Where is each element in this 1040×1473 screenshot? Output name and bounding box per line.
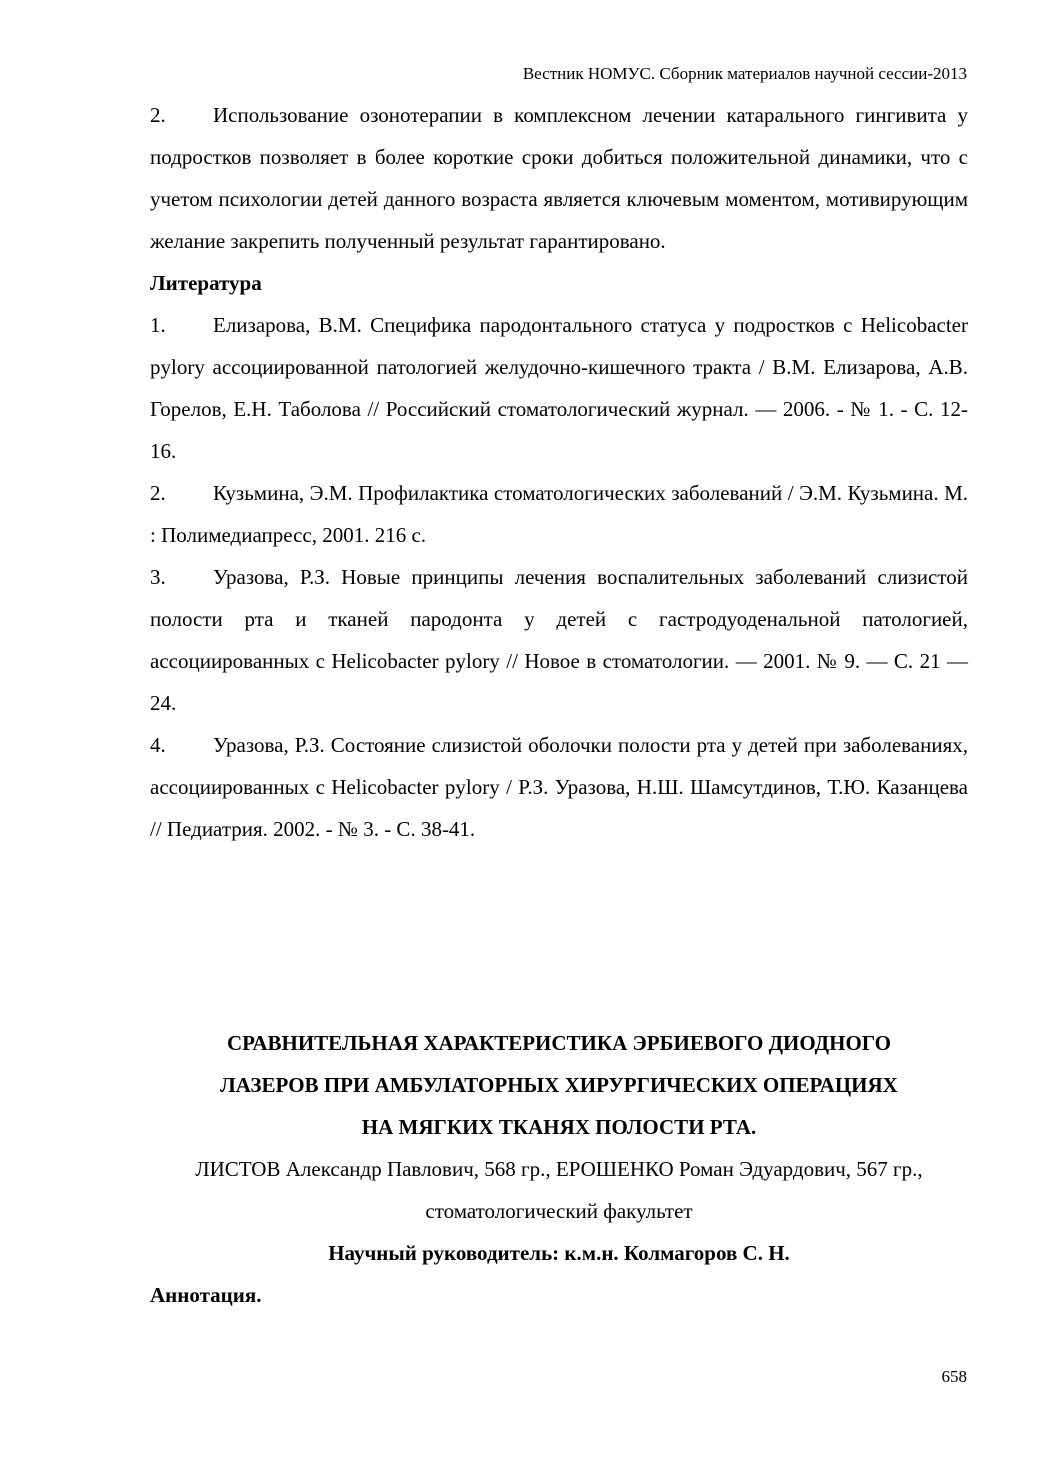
article-title-line: НА МЯГКИХ ТКАНЯХ ПОЛОСТИ РТА.: [361, 1115, 757, 1139]
reference-number: 2.: [150, 481, 166, 505]
conclusion-paragraph: [150, 94, 968, 262]
reference-number: 4.: [150, 733, 166, 757]
reference-text: Уразова, Р.З. Состояние слизистой оболочки полости рта у детей при заболеваниях, ассоциированных с Helicobacter pylory / Р.З. Уразова, Н.Ш. Шамсутдинов, Т.Ю. Казанцева // Педиатрия. 2002. - № 3. - С. 38-41.: [150, 733, 968, 841]
reference-text: Елизарова, В.М. Специфика пародонтального статуса у подростков с Helicobacter pylory ассоциированной патологией желудочно-кишечного тракта / В.М. Елизарова, А.В. Горелов, Е.Н. Таболова // Российский стоматологический журнал. — 2006. - № 1. - С. 12- 16.: [150, 313, 968, 463]
reference-number: 3.: [150, 565, 166, 589]
page-number: 658: [941, 1367, 967, 1386]
conclusion-number: 2.: [150, 103, 166, 127]
article-title-line: ЛАЗЕРОВ ПРИ АМБУЛАТОРНЫХ ХИРУРГИЧЕСКИХ ОПЕРАЦИЯХ: [220, 1073, 898, 1097]
reference-item: [150, 472, 968, 556]
article-authors: ЛИСТОВ Александр Павлович, 568 гр., ЕРОШЕНКО Роман Эдуардович, 567 гр., стоматологический факультет: [195, 1157, 923, 1223]
reference-text: Кузьмина, Э.М. Профилактика стоматологических заболеваний / Э.М. Кузьмина. М. : Полимедиапресс, 2001. 216 с.: [150, 481, 968, 547]
body-text: [150, 94, 968, 850]
reference-text: Уразова, Р.З. Новые принципы лечения воспалительных заболеваний слизистой полости рта и тканей пародонта у детей с гастродуоденальной патологией, ассоциированных с Helicobacter pylory // Новое в стоматологии. — 2001. № 9. — С. 21 — 24.: [150, 565, 968, 715]
running-header: Вестник НОМУС. Сборник материалов научной сессии-2013: [522, 64, 967, 83]
annotation-heading: Аннотация.: [150, 1283, 262, 1307]
article-title-line: СРАВНИТЕЛЬНАЯ ХАРАКТЕРИСТИКА ЭРБИЕВОГО ДИОДНОГО: [227, 1031, 891, 1055]
reference-item: [150, 724, 968, 850]
references-heading: Литература: [150, 271, 262, 295]
reference-item: [150, 304, 968, 472]
article-header: [150, 1022, 968, 1316]
reference-item: [150, 556, 968, 724]
article-supervisor: Научный руководитель: к.м.н. Колмагоров С. Н.: [328, 1241, 790, 1265]
reference-number: 1.: [150, 313, 166, 337]
conclusion-text: Использование озонотерапии в комплексном лечении катарального гингивита у подростков позволяет в более короткие сроки добиться положительной динамики, что с учетом психологии детей данного возраста является ключевым моментом, мотивирующим желание закрепить полученный результат гарантировано.: [150, 103, 968, 253]
